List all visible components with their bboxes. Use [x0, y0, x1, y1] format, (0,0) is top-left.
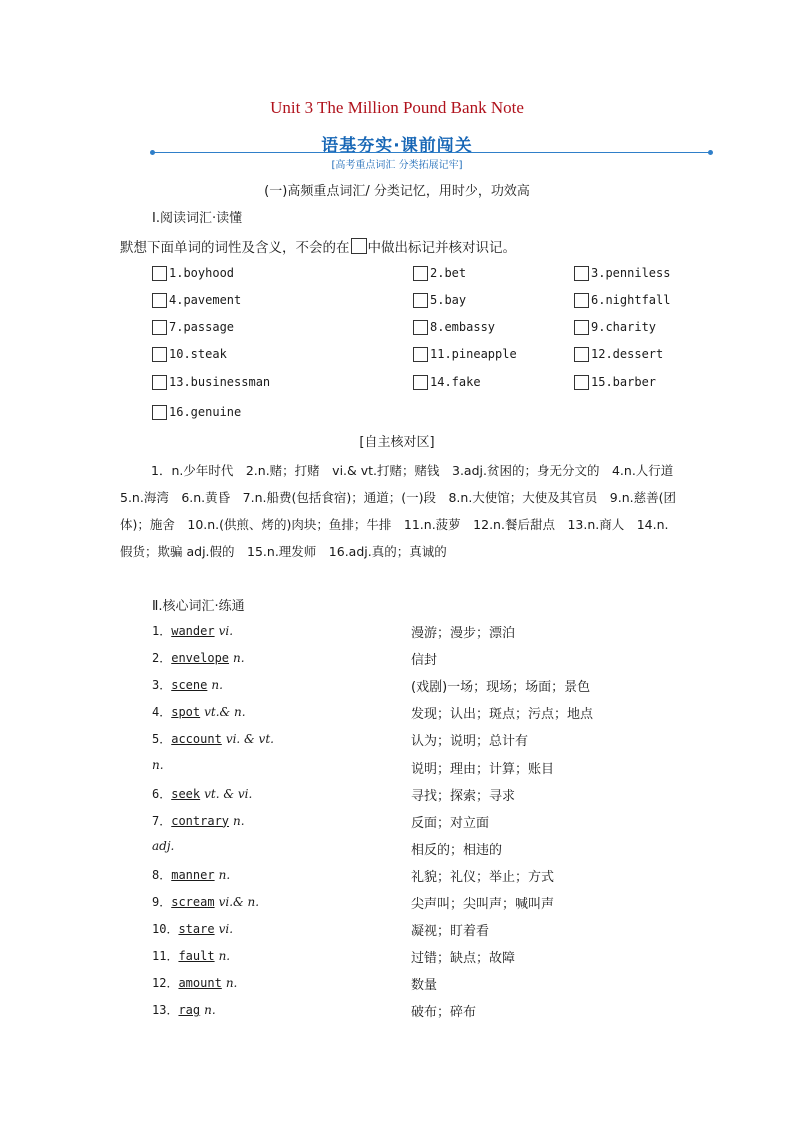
vocab-word: scream — [171, 895, 215, 909]
vocab-pos: n. — [152, 757, 164, 772]
vocab-meaning: 信封 — [411, 653, 438, 669]
vocab-entry — [152, 622, 233, 639]
word-item — [413, 318, 495, 336]
word-item — [152, 318, 234, 336]
vocab-entry — [152, 893, 259, 910]
checkbox[interactable] — [152, 266, 167, 281]
instruction-after: 中做出标记并核对识记。 — [367, 240, 516, 256]
checkbox[interactable] — [152, 375, 167, 390]
page-title: Unit 3 The Million Pound Bank Note — [270, 98, 524, 117]
vocab-meaning: 礼貌；礼仪；举止；方式 — [411, 869, 555, 885]
word-label: 11.pineapple — [430, 347, 517, 361]
divider-dot — [708, 150, 713, 155]
vocab-meaning: 破布；碎布 — [411, 1005, 477, 1021]
vocab-number: 9． — [152, 895, 172, 909]
word-item — [413, 291, 466, 309]
vocab-row — [152, 703, 752, 723]
word-label: 12.dessert — [591, 347, 664, 361]
vocab-word: rag — [178, 1003, 201, 1018]
checkbox[interactable] — [574, 320, 589, 335]
checkbox[interactable] — [574, 347, 589, 362]
vocab-word: wander — [171, 624, 215, 638]
vocab-word: fault — [178, 949, 215, 964]
vocab-meaning: 凝视；盯着看 — [411, 924, 490, 940]
vocab-entry — [152, 866, 230, 883]
vocab-entry — [152, 812, 245, 829]
word-item — [574, 373, 656, 391]
vocab-meaning: 认为；说明；总计有 — [411, 734, 529, 750]
vocab-row — [152, 676, 752, 696]
checkbox[interactable] — [413, 320, 428, 335]
word-item — [152, 345, 227, 363]
vocab-row — [152, 785, 752, 805]
vocab-row — [152, 812, 752, 832]
checkbox-icon — [351, 238, 367, 254]
vocab-meaning: 发现；认出；斑点；污点；地点 — [411, 707, 594, 723]
vocab-row — [152, 974, 752, 994]
vocab-number: 11． — [152, 949, 179, 964]
word-item — [152, 291, 241, 309]
vocab-row — [152, 947, 752, 967]
vocab-word: seek — [171, 786, 201, 801]
vocab-word: contrary — [171, 813, 230, 828]
vocab-number: 2． — [152, 651, 172, 666]
vocab-row — [152, 866, 752, 886]
checkbox[interactable] — [413, 347, 428, 362]
instruction-before: 默想下面单词的词性及含义，不会的在 — [120, 240, 350, 256]
vocab-pos: n. — [211, 678, 223, 693]
vocab-meaning: 过错；缺点；故障 — [411, 951, 516, 967]
vocab-word: amount — [178, 976, 222, 991]
part2-heading: Ⅱ.核心词汇·练通 — [152, 599, 245, 614]
word-item — [152, 403, 241, 421]
answer-heading: [自主核对区] — [359, 435, 435, 450]
vocab-meaning: 数量 — [411, 978, 438, 994]
vocab-number: 6． — [152, 786, 172, 801]
vocab-row — [152, 758, 752, 778]
word-label: 9.charity — [591, 320, 657, 334]
divider-dot — [150, 150, 155, 155]
vocab-number: 4． — [152, 705, 172, 720]
vocab-row — [152, 893, 752, 913]
vocab-word: stare — [178, 922, 215, 937]
checkbox[interactable] — [574, 375, 589, 390]
word-label: 14.fake — [430, 375, 481, 389]
vocab-row — [152, 839, 752, 859]
word-item — [152, 264, 234, 282]
vocab-number: 1． — [152, 624, 172, 638]
part1-heading: Ⅰ.阅读词汇·读懂 — [152, 211, 243, 226]
word-label: 4.pavement — [169, 293, 242, 307]
word-item — [413, 345, 517, 363]
vocab-meaning: 反面；对立面 — [411, 815, 490, 831]
banner-tagline: [高考重点词汇 分类拓展记牢] — [331, 160, 463, 171]
vocab-word: account — [171, 732, 222, 747]
vocab-word: scene — [171, 678, 208, 693]
vocab-number: 5． — [152, 732, 172, 747]
checkbox[interactable] — [574, 266, 589, 281]
word-label: 13.businessman — [169, 375, 271, 389]
vocab-word: manner — [171, 867, 215, 882]
word-label: 6.nightfall — [591, 293, 671, 307]
checkbox[interactable] — [574, 293, 589, 308]
vocab-meaning: 说明；理由；计算；账目 — [411, 761, 555, 777]
word-label: 2.bet — [430, 266, 467, 280]
vocab-word: envelope — [171, 651, 230, 666]
vocab-row — [152, 649, 752, 669]
checkbox[interactable] — [413, 293, 428, 308]
checkbox[interactable] — [152, 347, 167, 362]
word-item — [574, 345, 663, 363]
vocab-number: 12． — [152, 976, 179, 991]
vocab-pos: vt.& n. — [204, 705, 246, 720]
word-item — [574, 318, 656, 336]
word-label: 3.penniless — [591, 266, 671, 280]
vocab-number: 13． — [152, 1003, 179, 1018]
vocab-row — [152, 622, 752, 642]
vocab-entry — [152, 730, 274, 747]
vocab-entry — [152, 676, 223, 693]
vocab-pos: vi.& n. — [218, 895, 260, 909]
vocab-pos: vi. & vt. — [225, 732, 274, 747]
word-label: 10.steak — [169, 347, 227, 361]
vocab-meaning: 漫游；漫步；漂泊 — [411, 626, 516, 641]
vocab-meaning: (戏剧)一场；现场；场面；景色 — [411, 680, 591, 696]
word-item — [574, 264, 670, 282]
vocab-number: 7． — [152, 813, 172, 828]
section-banner: 语基夯实·课前闯关 — [321, 136, 473, 156]
banner-divider — [152, 152, 712, 153]
vocab-word: spot — [171, 705, 201, 720]
vocab-meaning: 尖声叫；尖叫声；喊叫声 — [411, 897, 555, 912]
vocab-entry — [152, 649, 245, 666]
vocab-number: 8． — [152, 867, 172, 882]
word-label: 1.boyhood — [169, 266, 235, 280]
word-label: 8.embassy — [430, 320, 496, 334]
vocab-row — [152, 920, 752, 940]
checkbox[interactable] — [413, 266, 428, 281]
vocab-pos: n. — [233, 813, 245, 828]
vocab-entry — [152, 920, 233, 937]
vocab-row — [152, 1001, 752, 1021]
word-item — [574, 291, 670, 309]
vocab-pos: n. — [233, 651, 245, 666]
vocab-row — [152, 730, 752, 750]
vocab-pos: vi. — [218, 624, 234, 638]
vocab-pos: adj. — [152, 838, 175, 853]
vocab-entry — [152, 785, 252, 802]
answer-paragraph: 1．n.少年时代 2.n.赌；打赌 vi.& vt.打赌；赌钱 3.adj.贫困的；身无分文的 4.n.人行道 5.n.海湾 6.n.黄昏 7.n.船费(包括食宿)；通道；(一)段 8.n.大使馆；大使及其官员 9.n.慈善(团体)；施舍 10.n.(供煎、烤的)肉块；鱼排；牛排 11.n.菠萝 12.n.餐后甜点 13.n.商人 14.n.假货；欺骗 adj.假的 15.n.理发师 16.adj.真的；真诚的 — [120, 463, 686, 559]
word-item — [413, 264, 466, 282]
vocab-pos: n. — [225, 976, 238, 991]
checkbox[interactable] — [152, 293, 167, 308]
vocab-number: 10． — [152, 922, 179, 937]
checkbox[interactable] — [152, 320, 167, 335]
vocab-meaning: 寻找；探索；寻求 — [411, 788, 516, 804]
word-label: 16.genuine — [169, 405, 242, 419]
vocab-pos: n. — [218, 949, 231, 964]
vocab-number: 3． — [152, 678, 172, 693]
word-item — [152, 373, 270, 391]
vocab-pos: vi. — [218, 922, 234, 937]
vocab-pos: vt. & vi. — [204, 786, 253, 801]
instruction-text — [120, 236, 516, 256]
vocab-pos: n. — [218, 867, 231, 882]
section-heading: (一)高频重点词汇/ 分类记忆，用时少，功效高 — [264, 184, 530, 199]
checkbox[interactable] — [413, 375, 428, 390]
word-label: 5.bay — [430, 293, 467, 307]
word-item — [413, 373, 481, 391]
vocab-entry — [152, 1001, 216, 1018]
vocab-entry — [152, 974, 237, 991]
vocab-entry — [152, 947, 230, 964]
vocab-pos: n. — [204, 1003, 216, 1018]
vocab-entry — [152, 703, 246, 720]
word-label: 7.passage — [169, 320, 235, 334]
vocab-meaning: 相反的；相违的 — [411, 842, 503, 858]
word-label: 15.barber — [591, 375, 657, 389]
checkbox[interactable] — [152, 405, 167, 420]
